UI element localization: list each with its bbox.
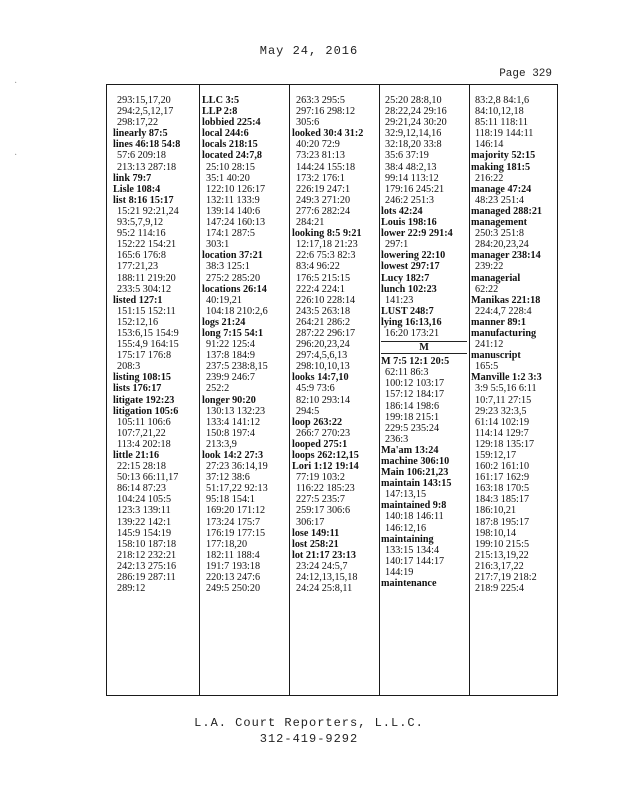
index-citation: 252:2 <box>206 383 230 395</box>
index-citation: 250:3 251:8 <box>475 228 524 240</box>
index-term: Lori 1:12 19:14 <box>292 461 359 473</box>
index-citation: 133:15 134:4 <box>385 544 440 556</box>
index-citation: 38:3 125:1 <box>206 261 250 273</box>
index-citation: 305:6 <box>296 117 320 129</box>
index-citation: 220:13 247:6 <box>206 572 261 584</box>
index-citation: 84:10,12,18 <box>475 106 524 118</box>
index-citation: 24:12,13,15,18 <box>296 572 358 584</box>
index-citation: 37:12 38:6 <box>206 472 250 484</box>
index-citation: 287:22 296:17 <box>296 327 356 339</box>
index-term: Lucy 182:7 <box>381 272 430 284</box>
index-term: logs 21:24 <box>202 316 246 328</box>
index-citation: 91:22 125:4 <box>206 339 255 351</box>
index-citation: 29:23 32:3,5 <box>475 405 527 417</box>
index-citation: 35:6 37:19 <box>385 150 429 162</box>
index-citation: 40:19,21 <box>206 294 242 306</box>
index-citation: 217:7,19 218:2 <box>475 572 537 584</box>
index-term: maintaining <box>381 533 434 545</box>
column-divider <box>289 85 290 695</box>
index-citation: 77:19 103:2 <box>296 472 345 484</box>
index-citation: 105:11 106:6 <box>117 416 171 428</box>
index-citation: 187:8 195:17 <box>475 516 530 528</box>
index-citation: 182:11 188:4 <box>206 549 260 561</box>
index-term: litigate 192:23 <box>113 394 175 406</box>
index-citation: 218:12 232:21 <box>117 549 177 561</box>
index-citation: 298:17,22 <box>117 117 159 129</box>
index-citation: 104:18 210:2,6 <box>206 305 268 317</box>
index-citation: 73:23 81:13 <box>296 150 345 162</box>
index-citation: 146:14 <box>475 139 504 151</box>
index-citation: 173:2 176:1 <box>296 172 345 184</box>
index-citation: 297:16 298:12 <box>296 106 356 118</box>
index-citation: 226:10 228:14 <box>296 294 356 306</box>
index-citation: 29:21,24 30:20 <box>385 117 447 129</box>
index-citation: 132:11 133:9 <box>206 194 260 206</box>
index-citation: 249:5 250:20 <box>206 583 261 595</box>
index-citation: 208:3 <box>117 361 141 373</box>
index-term: Ma'am 13:24 <box>381 444 439 456</box>
index-column-1 <box>113 95 195 691</box>
index-citation: 239:9 246:7 <box>206 372 255 384</box>
column-divider <box>469 85 470 695</box>
index-term: manage 47:24 <box>471 183 532 195</box>
index-citation: 264:21 286:2 <box>296 316 351 328</box>
index-citation: 303:1 <box>206 239 230 251</box>
index-citation: 140:17 144:17 <box>385 555 445 567</box>
index-citation: 199:18 215:1 <box>385 411 440 423</box>
index-term: M 7:5 12:1 20:5 <box>381 356 450 368</box>
index-citation: 107:7,21,22 <box>117 427 166 439</box>
index-citation: 177:21,23 <box>117 261 159 273</box>
index-term: little 21:16 <box>113 450 160 461</box>
index-citation: 152:12,16 <box>117 316 159 328</box>
index-citation: 62:22 <box>475 283 499 295</box>
index-citation: 165:6 176:8 <box>117 250 166 262</box>
index-term: lowering 22:10 <box>381 250 446 262</box>
index-citation: 306:17 <box>296 516 325 528</box>
index-term: lists 176:17 <box>113 383 162 395</box>
index-citation: 139:22 142:1 <box>117 516 172 528</box>
index-term: LUST 248:7 <box>381 305 434 317</box>
index-citation: 57:6 209:18 <box>117 150 166 162</box>
index-term: lying 16:13,16 <box>381 316 442 328</box>
index-citation: 222:4 224:1 <box>296 283 345 295</box>
transcript-date: May 24, 2016 <box>259 44 359 58</box>
index-term: maintain 143:15 <box>381 478 452 490</box>
index-citation: 151:15 152:11 <box>117 305 176 317</box>
index-citation: 150:8 197:4 <box>206 427 255 439</box>
index-citation: 32:9,12,14,16 <box>385 128 442 140</box>
index-citation: 242:13 275:16 <box>117 560 177 572</box>
index-citation: 113:4 202:18 <box>117 438 171 450</box>
index-citation: 160:2 161:10 <box>475 461 530 473</box>
index-citation: 213:13 287:18 <box>117 161 177 173</box>
index-citation: 114:14 129:7 <box>475 427 529 439</box>
index-citation: 176:19 177:15 <box>206 527 266 539</box>
index-term: Manville 1:2 3:3 <box>471 372 542 384</box>
index-term: lowest 297:17 <box>381 261 440 273</box>
index-term: local 244:6 <box>202 128 249 140</box>
index-term: litigation 105:6 <box>113 405 179 417</box>
index-citation: 100:12 103:17 <box>385 378 445 390</box>
index-citation: 218:9 225:4 <box>475 583 524 595</box>
index-table <box>106 84 558 696</box>
index-citation: 130:13 132:23 <box>206 405 266 417</box>
index-citation: 243:5 263:18 <box>296 305 351 317</box>
index-citation: 10:7,11 27:15 <box>475 394 532 406</box>
index-citation: 293:15,17,20 <box>117 95 171 106</box>
index-citation: 229:5 235:24 <box>385 422 440 434</box>
index-citation: 122:10 126:17 <box>206 183 266 195</box>
index-term: loops 262:12,15 <box>292 450 359 461</box>
index-citation: 137:8 184:9 <box>206 350 255 362</box>
index-term: lose 149:11 <box>292 527 340 539</box>
index-citation: 85:11 118:11 <box>475 117 528 129</box>
index-term: lines 46:18 54:8 <box>113 139 181 151</box>
index-citation: 263:3 295:5 <box>296 95 345 106</box>
index-citation: 141:23 <box>385 294 414 306</box>
index-citation: 266:7 270:23 <box>296 427 351 439</box>
index-citation: 145:9 154:19 <box>117 527 172 539</box>
index-term: longer 90:20 <box>202 394 256 406</box>
index-citation: 50:13 66:11,17 <box>117 472 179 484</box>
index-term: located 24:7,8 <box>202 150 262 162</box>
index-citation: 226:19 247:1 <box>296 183 351 195</box>
index-term: managerial <box>471 272 521 284</box>
index-term: linearly 87:5 <box>113 128 168 140</box>
column-divider <box>199 85 200 695</box>
index-citation: 45:9 73:6 <box>296 383 335 395</box>
index-citation: 224:4,7 228:4 <box>475 305 532 317</box>
page-number: Page 329 <box>499 68 552 80</box>
index-term: listing 108:15 <box>113 372 172 384</box>
index-citation: 216:22 <box>475 172 504 184</box>
index-citation: 159:12,17 <box>475 450 517 461</box>
index-citation: 82:10 293:14 <box>296 394 351 406</box>
index-citation: 198:10,14 <box>475 527 517 539</box>
index-term: look 14:2 27:3 <box>202 450 264 461</box>
index-term: Main 106:21,23 <box>381 467 449 479</box>
index-citation: 297:1 <box>385 239 409 251</box>
reporter-name: L.A. Court Reporters, L.L.C. <box>194 716 424 730</box>
index-citation: 118:19 144:11 <box>475 128 534 140</box>
index-term: maintained 9:8 <box>381 500 447 512</box>
index-column-5 <box>471 95 557 691</box>
index-citation: 249:3 271:20 <box>296 194 351 206</box>
index-term: majority 52:15 <box>471 150 536 162</box>
index-citation: 116:22 185:23 <box>296 483 355 495</box>
index-citation: 163:18 170:5 <box>475 483 530 495</box>
index-citation: 28:22,24 29:16 <box>385 106 447 118</box>
index-citation: 83:4 96:22 <box>296 261 340 273</box>
index-term: lost 258:21 <box>292 538 339 550</box>
index-citation: 16:20 173:21 <box>385 327 440 339</box>
index-citation: 93:5,7,9,12 <box>117 217 164 229</box>
index-citation: 95:2 114:16 <box>117 228 166 240</box>
index-citation: 175:17 176:8 <box>117 350 172 362</box>
index-citation: 153:6,15 154:9 <box>117 327 179 339</box>
index-term: looped 275:1 <box>292 438 348 450</box>
index-citation: 237:5 238:8,15 <box>206 361 268 373</box>
index-citation: 62:11 86:3 <box>385 367 429 379</box>
index-citation: 144:24 155:18 <box>296 161 356 173</box>
index-citation: 61:14 102:19 <box>475 416 530 428</box>
index-citation: 236:3 <box>385 433 409 445</box>
index-term: making 181:5 <box>471 161 531 173</box>
index-term: listed 127:1 <box>113 294 163 306</box>
index-citation: 40:20 72:9 <box>296 139 340 151</box>
index-citation: 173:24 175:7 <box>206 516 261 528</box>
index-citation: 104:24 105:5 <box>117 494 172 506</box>
index-citation: 233:5 304:12 <box>117 283 172 295</box>
index-citation: 275:2 285:20 <box>206 272 261 284</box>
index-citation: 152:22 154:21 <box>117 239 177 251</box>
index-citation: 157:12 184:17 <box>385 389 445 401</box>
index-citation: 35:1 40:20 <box>206 172 250 184</box>
index-citation: 186:14 198:6 <box>385 400 440 412</box>
index-term: lot 21:17 23:13 <box>292 549 356 561</box>
index-term: LLC 3:5 <box>202 95 240 106</box>
index-term: lunch 102:23 <box>381 283 437 295</box>
column-divider <box>379 85 380 695</box>
index-citation: 188:11 219:20 <box>117 272 176 284</box>
index-citation: 144:19 <box>385 566 414 578</box>
index-term: machine 306:10 <box>381 456 450 467</box>
index-term: Louis 198:16 <box>381 217 437 229</box>
index-citation: 24:24 25:8,11 <box>296 583 353 595</box>
index-term: LLP 2:8 <box>202 106 238 118</box>
index-column-3 <box>292 95 378 691</box>
index-citation: 99:14 113:12 <box>385 172 439 184</box>
index-citation: 48:23 251:4 <box>475 194 524 206</box>
index-term: management <box>471 217 528 229</box>
index-citation: 213:3,9 <box>206 438 237 450</box>
index-citation: 259:17 306:6 <box>296 505 351 517</box>
index-citation: 284:21 <box>296 217 325 229</box>
index-citation: 86:14 87:23 <box>117 483 166 495</box>
index-term: looked 30:4 31:2 <box>292 128 364 140</box>
index-citation: 227:5 235:7 <box>296 494 345 506</box>
index-term: maintenance <box>381 578 437 590</box>
index-citation: 158:10 187:18 <box>117 538 177 550</box>
index-citation: 123:3 139:11 <box>117 505 171 517</box>
index-citation: 83:2,8 84:1,6 <box>475 95 530 106</box>
index-citation: 246:2 251:3 <box>385 194 434 206</box>
index-term: Lisle 108:4 <box>113 183 161 195</box>
index-citation: 176:5 215:15 <box>296 272 351 284</box>
index-term: loop 263:22 <box>292 416 343 428</box>
index-term: location 37:21 <box>202 250 263 262</box>
reporter-phone: 312-419-9292 <box>259 732 359 746</box>
index-citation: 12:17,18 21:23 <box>296 239 358 251</box>
index-citation: 186:10,21 <box>475 505 517 517</box>
index-term: lower 22:9 291:4 <box>381 228 453 240</box>
index-citation: 3:9 5:5,16 6:11 <box>475 383 537 395</box>
index-citation: 294:2,5,12,17 <box>117 106 174 118</box>
index-citation: 294:5 <box>296 405 320 417</box>
index-citation: 32:18,20 33:8 <box>385 139 442 151</box>
index-citation: 296:20,23,24 <box>296 339 350 351</box>
index-citation: 155:4,9 164:15 <box>117 339 179 351</box>
index-term: manner 89:1 <box>471 316 526 328</box>
index-citation: 239:22 <box>475 261 504 273</box>
index-citation: 146:12,16 <box>385 522 427 534</box>
index-term: locals 218:15 <box>202 139 258 151</box>
index-term: looks 14:7,10 <box>292 372 349 384</box>
index-citation: 25:10 28:15 <box>206 161 255 173</box>
index-term: locations 26:14 <box>202 283 267 295</box>
index-term: lots 42:24 <box>381 205 423 217</box>
index-citation: 22:15 28:18 <box>117 461 166 473</box>
index-citation: 139:14 140:6 <box>206 205 261 217</box>
index-citation: 199:10 215:5 <box>475 538 530 550</box>
index-citation: 133:4 141:12 <box>206 416 261 428</box>
index-citation: 284:20,23,24 <box>475 239 529 251</box>
index-citation: 286:19 287:11 <box>117 572 176 584</box>
index-citation: 191:7 193:18 <box>206 560 261 572</box>
index-term: manager 238:14 <box>471 250 541 262</box>
index-term: Manikas 221:18 <box>471 294 541 306</box>
index-citation: 161:17 162:9 <box>475 472 530 484</box>
index-term: lobbied 225:4 <box>202 117 261 129</box>
index-citation: 22:6 75:3 82:3 <box>296 250 356 262</box>
index-citation: 15:21 92:21,24 <box>117 205 179 217</box>
index-citation: 177:18,20 <box>206 538 248 550</box>
index-citation: 23:24 24:5,7 <box>296 560 348 572</box>
index-citation: 25:20 28:8,10 <box>385 95 442 106</box>
index-citation: 147:24 160:13 <box>206 217 266 229</box>
index-term: looking 8:5 9:21 <box>292 228 362 240</box>
index-term: managed 288:21 <box>471 205 543 217</box>
index-citation: 140:18 146:11 <box>385 511 444 523</box>
index-citation: 169:20 171:12 <box>206 505 266 517</box>
index-term: list 8:16 15:17 <box>113 194 174 206</box>
index-citation: 184:3 185:17 <box>475 494 530 506</box>
index-column-4 <box>381 95 467 691</box>
section-letter: M <box>381 341 467 354</box>
index-citation: 298:10,10,13 <box>296 361 350 373</box>
index-citation: 216:3,17,22 <box>475 560 524 572</box>
index-term: link 79:7 <box>113 172 152 184</box>
index-citation: 129:18 135:17 <box>475 438 535 450</box>
index-citation: 297:4,5,6,13 <box>296 350 348 362</box>
index-citation: 95:18 154:1 <box>206 494 255 506</box>
index-citation: 38:4 48:2,13 <box>385 161 437 173</box>
index-citation: 27:23 36:14,19 <box>206 461 268 473</box>
index-citation: 165:5 <box>475 361 499 373</box>
index-term: manuscript <box>471 350 521 362</box>
index-term: long 7:15 54:1 <box>202 327 264 339</box>
margin-mark-mid: · <box>14 150 18 161</box>
index-citation: 179:16 245:21 <box>385 183 445 195</box>
index-citation: 174:1 287:5 <box>206 228 255 240</box>
index-citation: 277:6 282:24 <box>296 205 351 217</box>
index-column-2 <box>202 95 288 691</box>
index-citation: 215:13,19,22 <box>475 549 529 561</box>
index-citation: 289:12 <box>117 583 146 595</box>
index-term: manufacturing <box>471 327 537 339</box>
margin-mark-top: · <box>14 78 18 89</box>
index-citation: 51:17,22 92:13 <box>206 483 268 495</box>
index-citation: 241:12 <box>475 339 504 351</box>
index-citation: 147:13,15 <box>385 489 427 501</box>
